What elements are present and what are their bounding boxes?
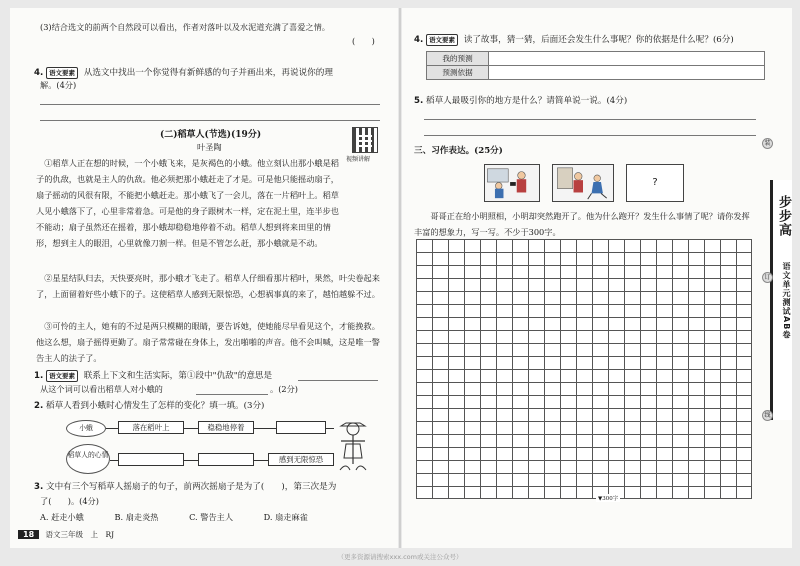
q1-score: 。(2分) (270, 384, 298, 394)
table-row (427, 66, 765, 80)
binding-mark: 订 (762, 272, 773, 283)
page-footer (18, 529, 114, 540)
tag-badge: 语文要素 (46, 370, 78, 382)
page-spine (399, 8, 401, 548)
binding-mark: 线 (762, 410, 773, 421)
passage-paragraph-3: ③可怜的主人，她有的不过是两只模糊的眼睛，要告诉她，使她能尽早看见这个，才能挽救。他这么想，扇子摇得更勤了。扇子常常碰在身体上，发出啪啪的声音。他不会叫喊，这是唯一警告主人的法子了。 (36, 321, 380, 363)
basis-input[interactable] (489, 66, 765, 80)
answer-line[interactable] (40, 120, 380, 121)
brand-logo: 步步高 (776, 195, 791, 237)
q2-text: 稻草人看到小蛾时心情发生了怎样的变化？填一填。(3分) (45, 401, 265, 411)
q4-text-2: 解。(4分) (40, 80, 77, 90)
author-name: 叶圣陶 (197, 142, 222, 152)
q1-number: 1. (34, 371, 44, 381)
photo-scene-icon (485, 165, 539, 201)
r-q4-text: 读了故事，猜一猜，后面还会发生什么事呢？你的依据是什么呢？(6分) (463, 35, 734, 45)
series-title: 语文单元测试AB卷 (782, 262, 791, 340)
bottom-watermark-note: （更多资源请搜索xxx.com或关注公众号） (337, 553, 463, 561)
q3-prev-text: (3)结合选文的前两个自然段可以看出，作者对落叶以及水泥道充满了喜爱之情。 (40, 22, 330, 32)
q1-text-2: 从这个词可以看出稻草人对小蛾的 (40, 384, 163, 394)
flow-label-bottom: 稻草人的心情 (66, 444, 110, 474)
passage-paragraph-2: ②星星结队归去，天快要亮时，那小蛾才飞走了。稻草人仔细看那片稻叶，果然，叶尖卷起来了，上面留着好些小蛾下的子。这使稻草人感到无限惊恐，心想祸事真的来了，越怕越躲不过。 (36, 273, 380, 299)
footer-text: 语文三年级 上 RJ (45, 530, 115, 539)
option-d[interactable]: D. 扇走麻雀 (263, 512, 308, 522)
flow-box-1: 落在稻叶上 (118, 421, 184, 434)
answer-line[interactable] (40, 104, 380, 105)
story-picture-3 (626, 164, 684, 202)
option-a[interactable]: A. 赶走小蛾 (40, 512, 84, 522)
section-title: (二)稻草人(节选)(19分) (160, 130, 262, 140)
word-count-marker: ▼300字 (598, 496, 619, 502)
flow-box-2: 稳稳地停着 (198, 421, 254, 434)
option-c[interactable]: C. 警告主人 (189, 512, 234, 522)
section3-title: 三、习作表达。(25分) (414, 146, 503, 156)
flow-box-blank-1[interactable] (118, 453, 184, 466)
composition-grid[interactable] (416, 239, 752, 499)
page-number: 18 (18, 530, 39, 539)
writing-prompt: 哥哥正在给小明照相，小明却突然跑开了。他为什么跑开？发生什么事情了呢？请你发挥丰富的想象力，写一写。不少于300字。 (414, 211, 750, 237)
answer-line[interactable] (424, 119, 756, 120)
q1-blank-2[interactable] (196, 394, 268, 395)
q4-number: 4. (34, 68, 44, 78)
tag-badge: 语文要素 (46, 67, 78, 79)
prediction-input[interactable] (489, 52, 765, 66)
r-q4-number: 4. (414, 35, 424, 45)
q1-blank-1[interactable] (298, 380, 378, 381)
q5-text: 稻草人最吸引你的地方是什么？请简单说一说。(4分) (425, 96, 628, 106)
prediction-table (426, 51, 765, 80)
tag-badge: 语文要素 (426, 34, 458, 46)
q4-text: 从选文中找出一个你觉得有新鲜感的句子并画出来，再说说你的理 (83, 68, 333, 78)
question-mark-text: ? (652, 177, 658, 188)
q3-prev-bracket[interactable]: ( ) (352, 36, 375, 46)
table-header-cell: 预测依据 (427, 66, 489, 80)
answer-line[interactable] (424, 135, 756, 136)
qr-caption: 视频讲解 (346, 156, 371, 163)
q3-options (40, 512, 336, 522)
q1-text: 联系上下文和生活实际，第①段中"仇敌"的意思是 (83, 371, 273, 381)
qr-code-icon[interactable] (352, 127, 378, 153)
flow-label-top: 小蛾 (66, 420, 106, 437)
flow-box-blank-2[interactable] (198, 453, 254, 466)
passage-paragraph-1: ①稻草人正在想的时候，一个小蛾飞来，是灰褐色的小蛾。他立刻认出那小蛾是稻子的仇敌，也就是主人的仇敌。他必须把那小蛾赶走了才是。可是他只能摇动扇子，扇子摇动的风很有限，不能把小蛾赶走。那小蛾飞了一会儿，落在一片稻叶上。稻草人见小蛾落下了，心里非常着急。可是他的身子跟树木一样，定在泥土里，连半步也不能动；扇子虽然还在摇着，那小蛾却稳稳地停着不动。稻草人想到将来田里的情形，想到主人的眼泪，心里就像刀割一样。但是不管怎么赶，那小蛾就是不动。 (36, 158, 339, 248)
story-picture-1 (484, 164, 540, 202)
option-b[interactable]: B. 扇走炎热 (114, 512, 159, 522)
flow-box-4: 感到无限惊恐 (268, 453, 334, 466)
q3-number: 3. (34, 482, 44, 492)
table-header-cell: 我的预测 (427, 52, 489, 66)
story-picture-2 (552, 164, 614, 202)
q3-text: 文中有三个写稻草人摇扇子的句子，前两次摇扇子是为了( )，第三次是为 (45, 482, 337, 492)
table-row (427, 52, 765, 66)
scarecrow-illustration-icon (338, 420, 368, 472)
q5-number: 5. (414, 96, 424, 106)
running-scene-icon (553, 165, 613, 201)
q3-text-2: 了( )。(4分) (40, 496, 99, 506)
binding-mark: 装 (762, 138, 773, 149)
flow-box-3-blank[interactable] (276, 421, 326, 434)
q2-number: 2. (34, 401, 44, 411)
